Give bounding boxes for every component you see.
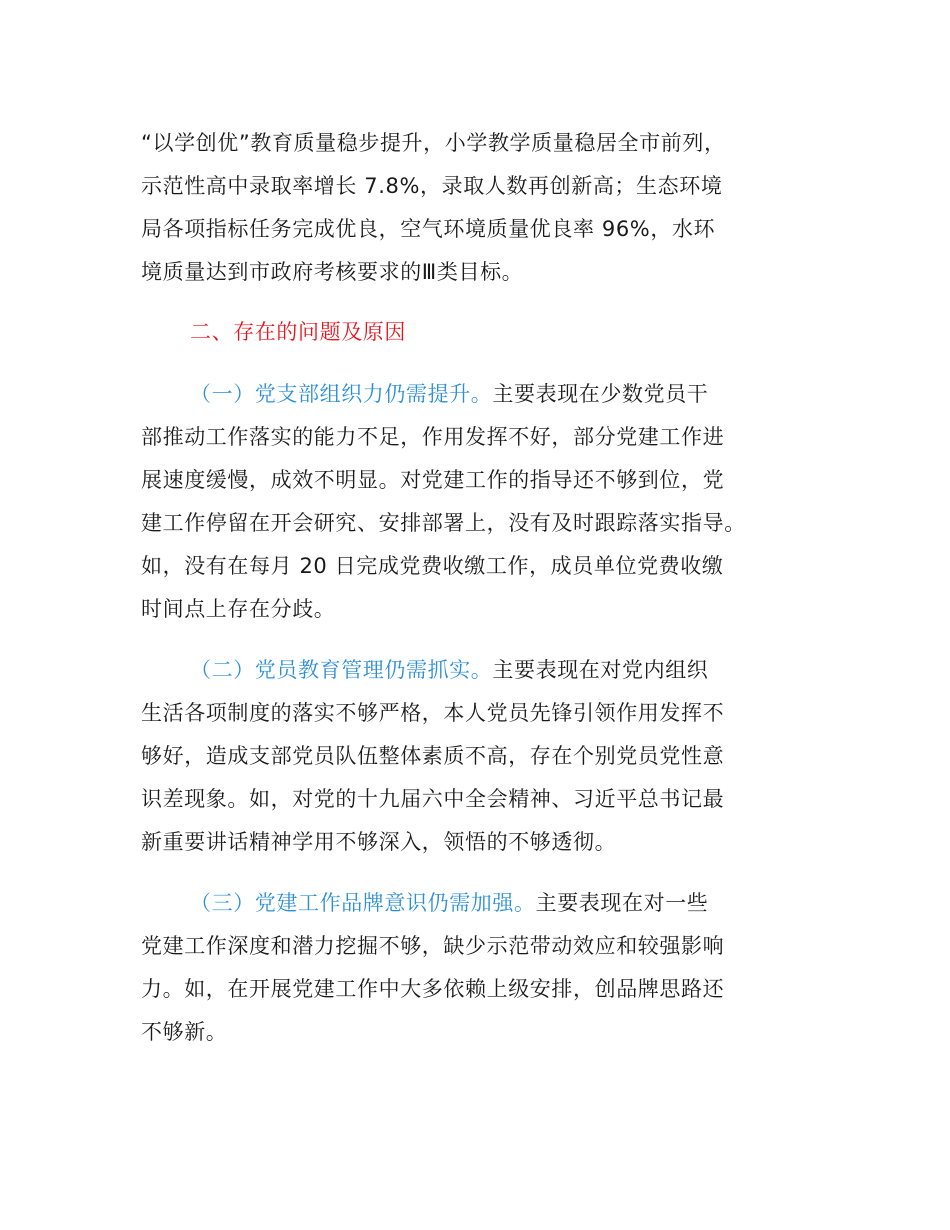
item-line: 展速度缓慢，成效不明显。对党建工作的指导还不够到位，党	[141, 468, 725, 492]
intro-line: 示范性高中录取率增长 7.8%，录取人数再创新高；生态环境	[141, 174, 723, 198]
intro-line: 局各项指标任务完成优良，空气环境质量优良率 96%，水环	[141, 217, 716, 241]
item-line: 党建工作深度和潜力挖掘不够，缺少示范带动效应和较强影响	[141, 934, 725, 958]
item-first-line	[190, 379, 708, 409]
item-heading: （三）党建工作品牌意识仍需加强。	[190, 891, 536, 915]
item-line: 够好，造成支部党员队伍整体素质不高，存在个别党员党性意	[141, 744, 725, 768]
item-line: 部推动工作落实的能力不足，作用发挥不好，部分党建工作进	[141, 425, 725, 449]
item-line: 时间点上存在分歧。	[141, 597, 336, 621]
item-line: 生活各项制度的落实不够严格，本人党员先锋引领作用发挥不	[141, 701, 725, 725]
item-line: 力。如，在开展党建工作中大多依赖上级安排，创品牌思路还	[141, 977, 725, 1001]
item-line: 不够新。	[141, 1020, 228, 1044]
item-first-line	[190, 888, 708, 918]
item-heading: （二）党员教育管理仍需抓实。	[190, 658, 493, 682]
item-first-line	[190, 655, 708, 685]
item-first-line-text: 主要表现在少数党员干	[492, 382, 709, 406]
item-line: 新重要讲话精神学用不够深入，领悟的不够透彻。	[141, 830, 617, 854]
item-first-line-text: 主要表现在对党内组织	[492, 658, 709, 682]
intro-line: “以学创优”教育质量稳步提升，小学教学质量稳居全市前列，	[141, 131, 726, 155]
item-line: 识差现象。如，对党的十九届六中全会精神、习近平总书记最	[141, 787, 725, 811]
item-line: 建工作停留在开会研究、安排部署上，没有及时跟踪落实指导。	[141, 511, 746, 535]
section-heading: 二、存在的问题及原因	[190, 320, 406, 344]
item-first-line-text: 主要表现在对一些	[535, 891, 709, 915]
item-line: 如，没有在每月 20 日完成党费收缴工作，成员单位党费收缴	[141, 554, 724, 578]
intro-line: 境质量达到市政府考核要求的Ⅲ类目标。	[141, 260, 524, 284]
item-heading: （一）党支部组织力仍需提升。	[190, 382, 493, 406]
